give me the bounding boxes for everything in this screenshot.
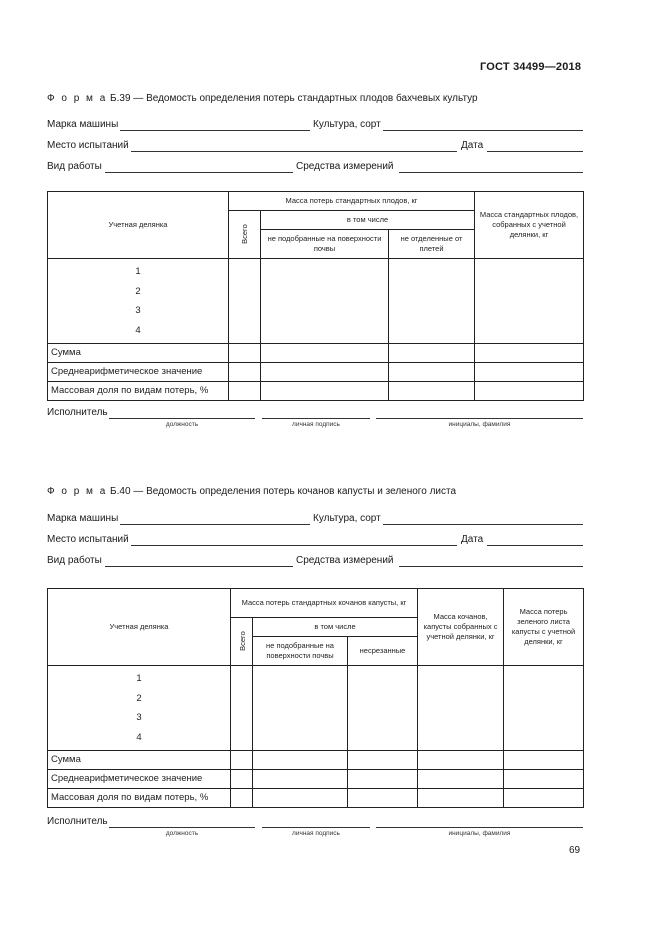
row-label-share: Массовая доля по видам потерь, % <box>48 382 229 401</box>
machine-input-line[interactable] <box>120 524 310 525</box>
document-standard-number: ГОСТ 34499—2018 <box>480 61 582 73</box>
data-cell[interactable] <box>475 344 584 363</box>
table-row-plots <box>48 259 584 344</box>
position-caption: должность <box>165 421 199 428</box>
field-row-machine-culture <box>47 513 583 527</box>
data-cell[interactable] <box>418 770 504 789</box>
data-cell[interactable] <box>231 770 253 789</box>
data-cell[interactable] <box>253 770 348 789</box>
losses-table-b39 <box>47 191 584 401</box>
plot-number: 3 <box>136 712 142 723</box>
data-cell[interactable] <box>475 259 584 344</box>
data-cell[interactable] <box>504 751 584 770</box>
data-cell[interactable] <box>475 382 584 401</box>
signature-line[interactable] <box>262 418 370 419</box>
data-cell[interactable] <box>348 789 418 808</box>
table-row-sum <box>48 751 584 770</box>
culture-label: Культура, сорт <box>313 119 381 130</box>
date-input-line[interactable] <box>487 151 583 152</box>
header-total: Всего <box>237 631 247 652</box>
data-cell[interactable] <box>231 789 253 808</box>
header-not-detached: не отделенные от плетей <box>389 230 475 259</box>
data-cell[interactable] <box>253 751 348 770</box>
data-cell[interactable] <box>504 666 584 751</box>
row-label-sum: Сумма <box>48 751 231 770</box>
row-label-average: Среднеарифметическое значение <box>48 770 231 789</box>
header-collected-mass: Масса стандартных плодов, собранных с учетной делянки, кг <box>475 192 584 259</box>
tools-label: Средства измерений <box>296 161 394 172</box>
losses-table-b40 <box>47 588 584 808</box>
place-label: Место испытаний <box>47 140 129 151</box>
table-row-sum <box>48 344 584 363</box>
data-cell[interactable] <box>389 382 475 401</box>
work-input-line[interactable] <box>105 172 293 173</box>
header-not-picked: не подобранные на поверхности почвы <box>261 230 389 259</box>
header-total-cell <box>231 618 253 666</box>
data-cell[interactable] <box>261 259 389 344</box>
header-total: Всего <box>239 224 249 245</box>
data-cell[interactable] <box>261 382 389 401</box>
data-cell[interactable] <box>475 363 584 382</box>
signature-line[interactable] <box>262 827 370 828</box>
data-cell[interactable] <box>418 789 504 808</box>
date-label: Дата <box>461 534 484 545</box>
header-not-cut: несрезанные <box>348 637 418 666</box>
date-input-line[interactable] <box>487 545 583 546</box>
machine-input-line[interactable] <box>120 130 310 131</box>
culture-label: Культура, сорт <box>313 513 381 524</box>
data-cell[interactable] <box>348 666 418 751</box>
name-line[interactable] <box>376 418 583 419</box>
culture-input-line[interactable] <box>383 130 583 131</box>
data-cell[interactable] <box>504 770 584 789</box>
data-cell[interactable] <box>229 344 261 363</box>
plot-number: 4 <box>135 324 141 336</box>
form-word: Ф о р м а <box>47 486 108 497</box>
executor-block <box>47 816 583 840</box>
culture-input-line[interactable] <box>383 524 583 525</box>
plot-number: 1 <box>135 266 141 277</box>
position-line[interactable] <box>109 827 255 828</box>
machine-label: Марка машины <box>47 513 119 524</box>
field-row-work-tools <box>47 555 583 569</box>
header-plot: Учетная делянка <box>48 589 231 666</box>
field-row-place-date <box>47 534 583 548</box>
data-cell[interactable] <box>261 363 389 382</box>
table-row-plots <box>48 666 584 751</box>
header-total-cell <box>229 211 261 259</box>
table-row-share <box>48 382 584 401</box>
row-label-average: Среднеарифметическое значение <box>48 363 229 382</box>
header-not-picked: не подобранные на поверхности почвы <box>253 637 348 666</box>
name-line[interactable] <box>376 827 583 828</box>
data-cell[interactable] <box>229 259 261 344</box>
data-cell[interactable] <box>253 789 348 808</box>
position-caption: должность <box>165 830 199 837</box>
header-mass-group: Масса потерь стандартных кочанов капусты, кг <box>231 589 418 618</box>
form-title <box>47 93 478 104</box>
executor-block <box>47 407 583 431</box>
header-green-leaf-loss: Масса потерь зеленого листа капусты с учетной делянки, кг <box>504 589 584 666</box>
data-cell[interactable] <box>389 259 475 344</box>
header-plot: Учетная делянка <box>48 192 229 259</box>
place-input-line[interactable] <box>131 151 457 152</box>
name-caption: инициалы, фамилия <box>448 830 511 837</box>
form-word: Ф о р м а <box>47 93 108 104</box>
row-label-sum: Сумма <box>48 344 229 363</box>
form-title <box>47 486 456 497</box>
plot-numbers-cell <box>48 666 231 751</box>
plot-number: 4 <box>136 731 142 743</box>
field-row-work-tools <box>47 161 583 175</box>
plot-number: 1 <box>136 673 142 684</box>
header-including: в том числе <box>253 618 418 637</box>
position-line[interactable] <box>109 418 255 419</box>
work-label: Вид работы <box>47 161 102 172</box>
work-input-line[interactable] <box>105 566 293 567</box>
machine-label: Марка машины <box>47 119 119 130</box>
form-title-text: Б.40 — Ведомость определения потерь кочанов капусты и зеленого листа <box>107 486 457 497</box>
table-row-average <box>48 363 584 382</box>
executor-label: Исполнитель <box>47 816 108 827</box>
row-label-share: Массовая доля по видам потерь, % <box>48 789 231 808</box>
data-cell[interactable] <box>231 666 253 751</box>
table-row-share <box>48 789 584 808</box>
data-cell[interactable] <box>504 789 584 808</box>
data-cell[interactable] <box>231 751 253 770</box>
header-collected-heads: Масса кочанов, капусты собранных с учетной делянки, кг <box>418 589 504 666</box>
data-cell[interactable] <box>229 363 261 382</box>
data-cell[interactable] <box>389 344 475 363</box>
work-label: Вид работы <box>47 555 102 566</box>
plot-numbers-cell <box>48 259 229 344</box>
data-cell[interactable] <box>261 344 389 363</box>
data-cell[interactable] <box>253 666 348 751</box>
field-row-machine-culture <box>47 119 583 133</box>
tools-input-line[interactable] <box>399 566 583 567</box>
tools-input-line[interactable] <box>399 172 583 173</box>
name-caption: инициалы, фамилия <box>448 421 511 428</box>
data-cell[interactable] <box>348 751 418 770</box>
executor-label: Исполнитель <box>47 407 108 418</box>
data-cell[interactable] <box>389 363 475 382</box>
data-cell[interactable] <box>348 770 418 789</box>
table-row-average <box>48 770 584 789</box>
place-input-line[interactable] <box>131 545 457 546</box>
date-label: Дата <box>461 140 484 151</box>
header-mass-group: Масса потерь стандартных плодов, кг <box>229 192 475 211</box>
data-cell[interactable] <box>229 382 261 401</box>
plot-number: 3 <box>135 305 141 316</box>
header-including: в том числе <box>261 211 475 230</box>
field-row-place-date <box>47 140 583 154</box>
form-title-text: Б.39 — Ведомость определения потерь стандартных плодов бахчевых культур <box>107 93 478 104</box>
signature-caption: личная подпись <box>292 830 340 837</box>
data-cell[interactable] <box>418 666 504 751</box>
plot-number: 2 <box>135 285 141 297</box>
tools-label: Средства измерений <box>296 555 394 566</box>
page-number: 69 <box>569 845 581 856</box>
place-label: Место испытаний <box>47 534 129 545</box>
signature-caption: личная подпись <box>292 421 340 428</box>
data-cell[interactable] <box>418 751 504 770</box>
plot-number: 2 <box>136 692 142 704</box>
